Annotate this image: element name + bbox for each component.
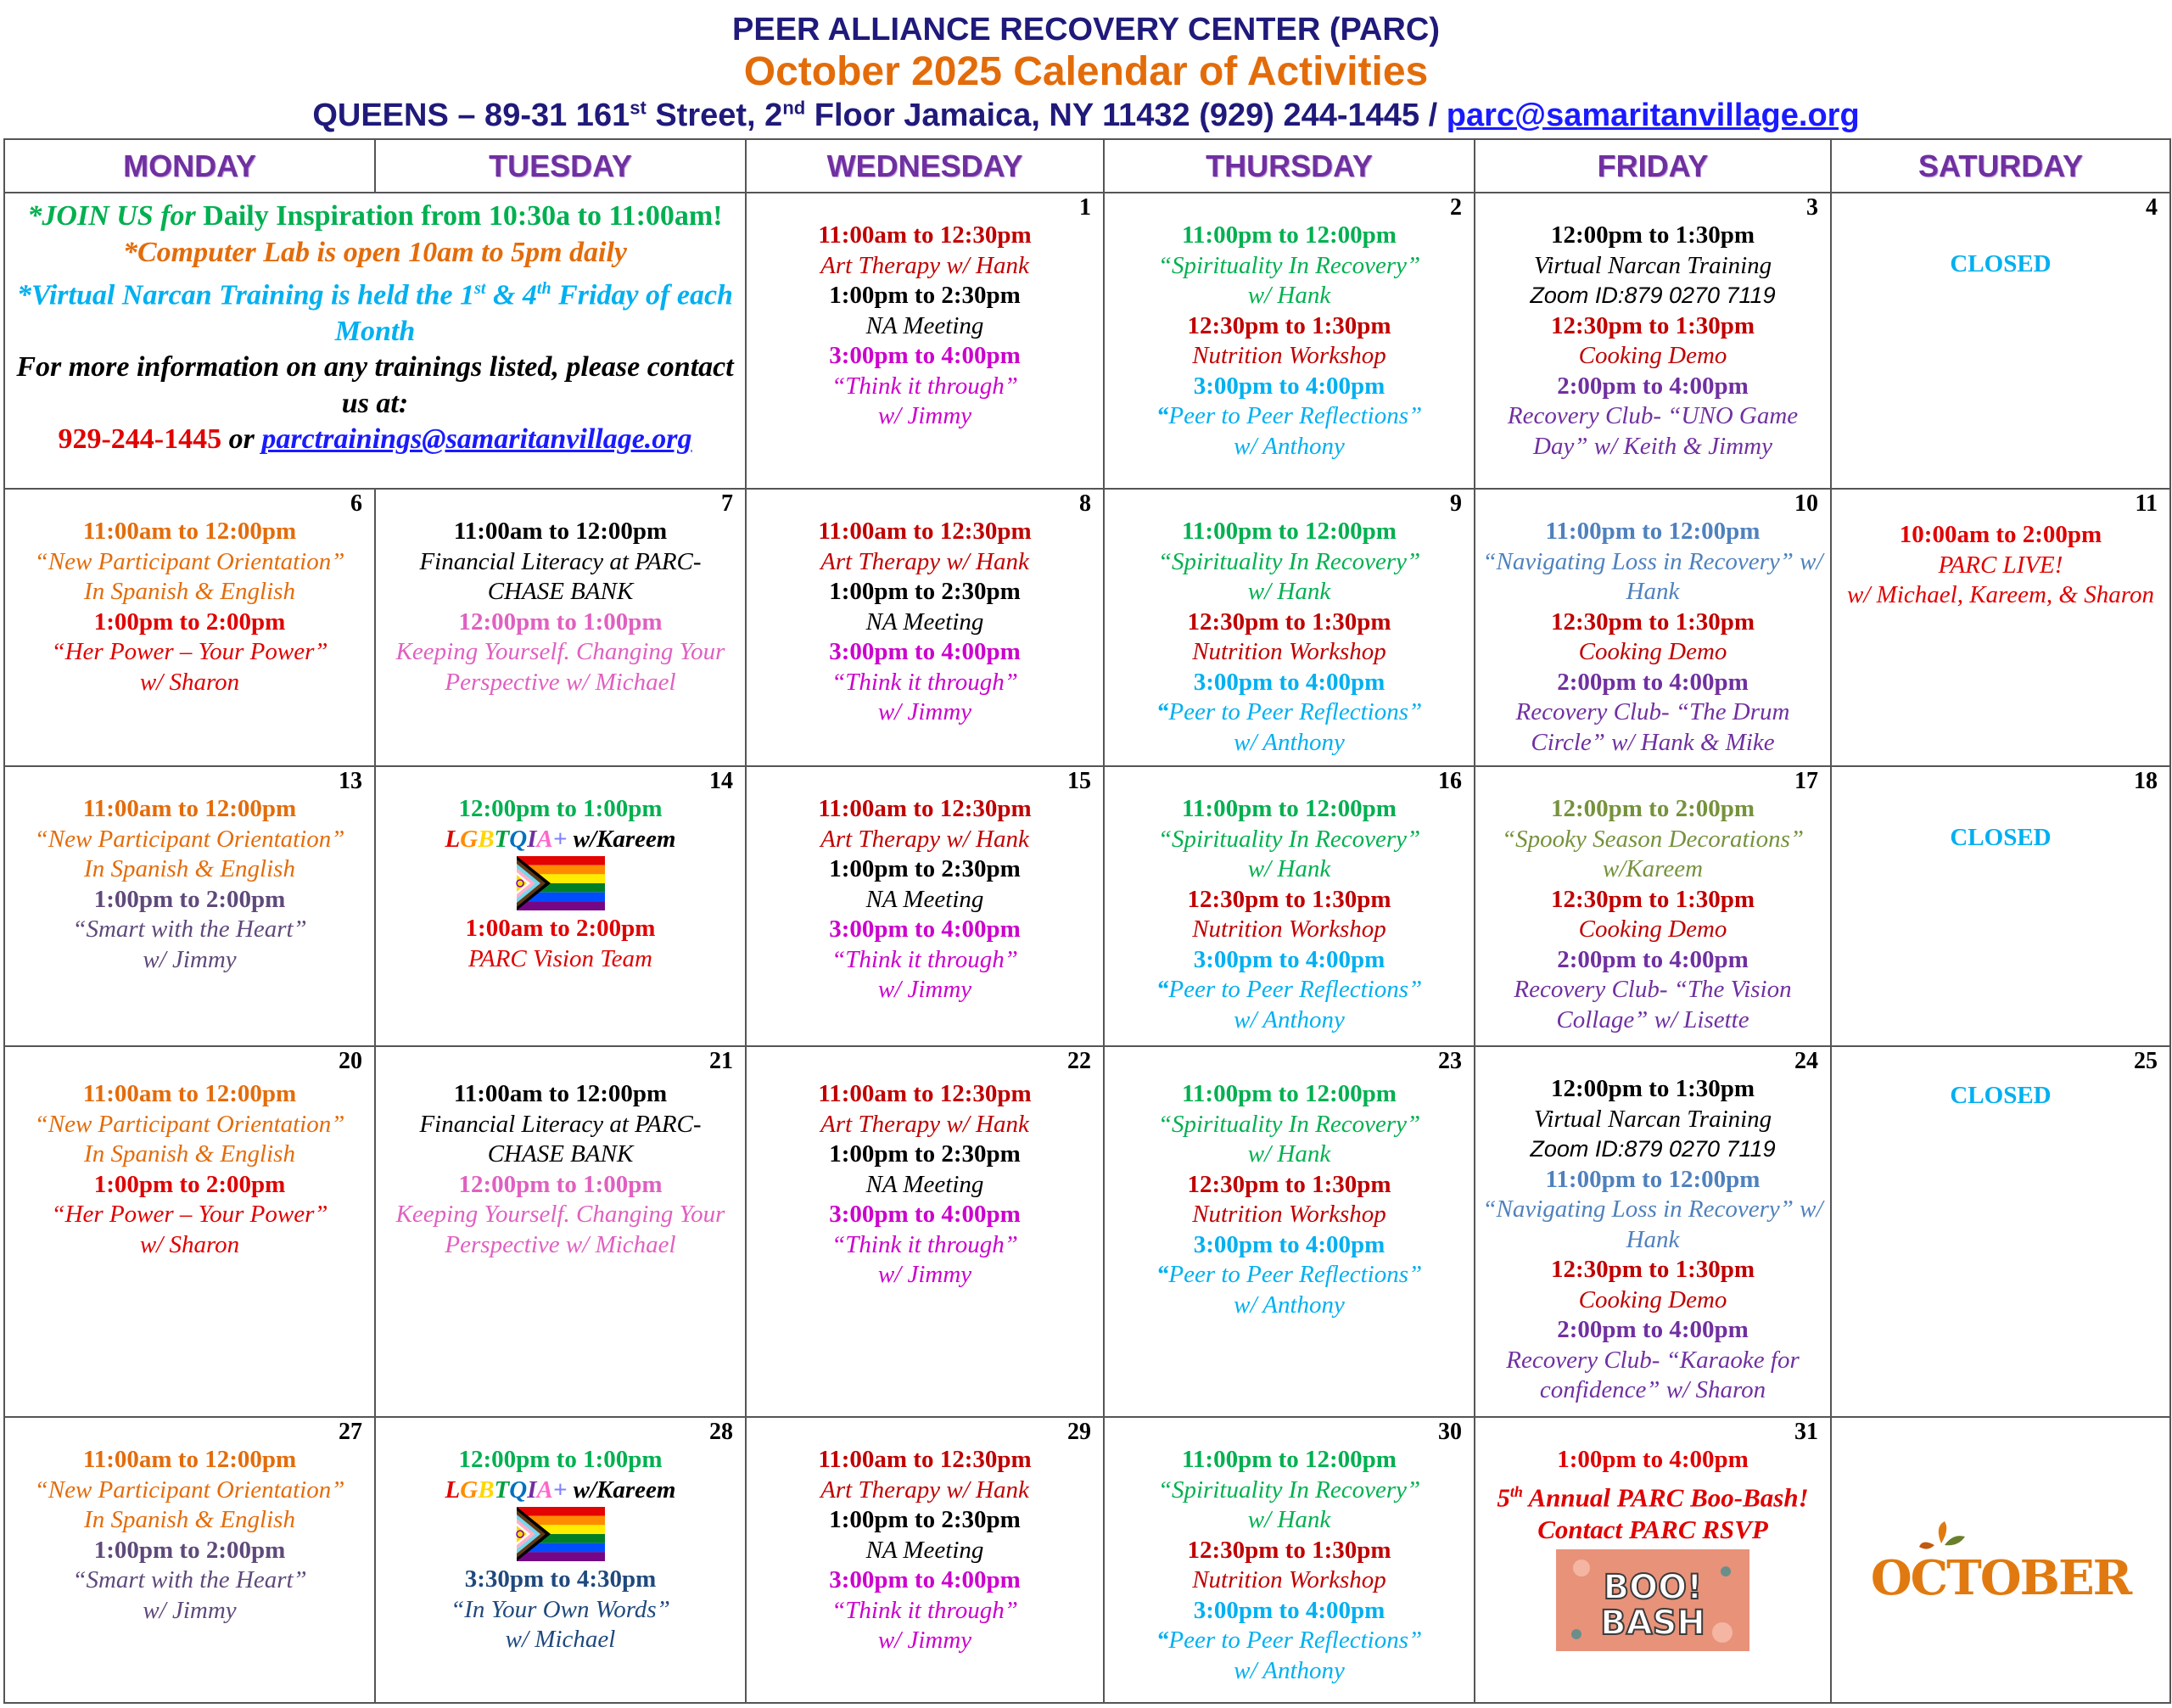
closed-label: CLOSED: [1950, 250, 2052, 277]
day-number: 27: [339, 1419, 362, 1445]
day-number: 6: [350, 490, 362, 517]
day-cell-22: 22 11:00am to 12:30pm Art Therapy w/ Hank 1:00pm to 2:30pm NA Meeting 3:00pm to 4:00pm “Think it through” w/ Jimmy: [746, 1046, 1104, 1417]
info-cell: [4, 193, 746, 489]
day-cell-31: 31 1:00pm to 4:00pm 5th Annual PARC Boo-Bash! Contact PARC RSVP BOO! BASH: [1475, 1417, 1831, 1703]
day-number: 2: [1450, 194, 1462, 221]
day-cell-15: 15 11:00am to 12:30pm Art Therapy w/ Hank 1:00pm to 2:30pm NA Meeting 3:00pm to 4:00pm “Think it through” w/ Jimmy: [746, 766, 1104, 1046]
day-number: 13: [339, 768, 362, 794]
day-number: 14: [709, 768, 733, 794]
lgbtqia-letter: A: [536, 825, 553, 853]
weekday-tuesday: TUESDAY: [375, 139, 746, 193]
day-cell-25: [1831, 1046, 2170, 1417]
calendar-title: October 2025 Calendar of Activities: [743, 49, 1429, 94]
day-number: 10: [1794, 490, 1818, 517]
weekday-friday: FRIDAY: [1475, 139, 1831, 193]
day-number: 25: [2134, 1048, 2158, 1074]
day-number: 4: [2146, 194, 2158, 221]
address-line: QUEENS – 89-31 161st Street, 2nd Floor Jamaica, NY 11432 (929) 244-1445 / parc@samaritanvillage.org: [312, 97, 1860, 133]
lgbtqia-letter: T: [494, 825, 510, 853]
lgbtqia-label: LGBTQIA+ w/Kareem: [445, 1476, 676, 1504]
day-number: 7: [721, 490, 733, 517]
day-cell-8: 8 11:00am to 12:30pm Art Therapy w/ Hank 1:00pm to 2:30pm NA Meeting 3:00pm to 4:00pm “Think it through” w/ Jimmy: [746, 489, 1104, 766]
week-row: [4, 1417, 2170, 1703]
day-cell-6: 6 11:00am to 12:00pm “New Participant Orientation” In Spanish & English 1:00pm to 2:00pm “Her Power – Your Power” w/ Sharon: [4, 489, 375, 766]
day-number: 30: [1438, 1419, 1462, 1445]
closed-label: CLOSED: [1950, 1082, 2052, 1109]
info-line-more: For more information on any trainings listed, please contact us at:: [16, 351, 734, 419]
day-number: 31: [1794, 1419, 1818, 1445]
day-cell-24: 24 12:00pm to 1:30pm Virtual Narcan Training Zoom ID:879 0270 7119 11:00pm to 12:00pm “Navigating Loss in Recovery” w/ Hank 12:30pm to 1:30pm Cooking Demo 2:00pm to 4:00pm Recovery Club- “Karaoke for confidence” w/ Sharon: [1475, 1046, 1831, 1417]
day-number: 17: [1794, 768, 1818, 794]
october-logo: [1870, 1520, 2131, 1606]
trainings-email-link[interactable]: parctrainings@samaritanvillage.org: [261, 423, 692, 456]
lgbtqia-letter: G: [460, 1476, 479, 1504]
day-cell-4: [1831, 193, 2170, 489]
lgbtqia-letter: Q: [509, 1476, 528, 1504]
day-number: 29: [1067, 1419, 1091, 1445]
day-number: 23: [1438, 1048, 1462, 1074]
lgbtqia-label: LGBTQIA+ w/Kareem: [445, 825, 676, 853]
day-number: 24: [1794, 1048, 1818, 1074]
weekday-wednesday: WEDNESDAY: [746, 139, 1104, 193]
day-cell-1: 1 11:00am to 12:30pm Art Therapy w/ Hank 1:00pm to 2:30pm NA Meeting 3:00pm to 4:00pm “Think it through” w/ Jimmy: [746, 193, 1104, 489]
day-cell-2: 2 11:00pm to 12:00pm “Spirituality In Recovery” w/ Hank 12:30pm to 1:30pm Nutrition Workshop 3:00pm to 4:00pm “Peer to Peer Reflections” w/ Anthony: [1104, 193, 1475, 489]
day-number: 21: [709, 1048, 733, 1074]
day-number: 16: [1438, 768, 1462, 794]
boo-bash-label: 5th Annual PARC Boo-Bash! Contact PARC RSVP: [1497, 1481, 1809, 1544]
day-cell-13: 13 11:00am to 12:00pm “New Participant Orientation” In Spanish & English 1:00pm to 2:00pm “Smart with the Heart” w/ Jimmy: [4, 766, 375, 1046]
day-number: 18: [2134, 768, 2158, 794]
boo-text: BOO!: [1603, 1567, 1703, 1607]
lgbtqia-letter: L: [445, 825, 461, 853]
lgbtqia-letter: T: [494, 1476, 510, 1504]
weekday-header-row: [4, 139, 2170, 193]
info-line-inspiration: *JOIN US for Daily Inspiration from 10:30a to 11:00am!: [27, 200, 723, 232]
day-cell-21: 21 11:00am to 12:00pm Financial Literacy at PARC-CHASE BANK 12:00pm to 1:00pm Keeping Yourself. Changing Your Perspective w/ Michael: [375, 1046, 746, 1417]
day-number: 20: [339, 1048, 362, 1074]
calendar-header: [0, 0, 2172, 138]
day-number: 15: [1067, 768, 1091, 794]
bash-text: BASH: [1600, 1603, 1705, 1643]
october-cell: [1831, 1417, 2170, 1703]
week-row: [4, 489, 2170, 766]
day-number: 9: [1450, 490, 1462, 517]
day-cell-17: 17 12:00pm to 2:00pm “Spooky Season Decorations” w/Kareem 12:30pm to 1:30pm Cooking Demo 2:00pm to 4:00pm Recovery Club- “The Vision Collage” w/ Lisette: [1475, 766, 1831, 1046]
info-line-contact: 929-244-1445 or parctrainings@samaritanvillage.org: [58, 423, 692, 456]
october-text: OCTOBER: [1870, 1550, 2131, 1606]
day-cell-30: 30 11:00pm to 12:00pm “Spirituality In Recovery” w/ Hank 12:30pm to 1:30pm Nutrition Workshop 3:00pm to 4:00pm “Peer to Peer Reflections” w/ Anthony: [1104, 1417, 1475, 1703]
day-number: 11: [2135, 490, 2158, 517]
info-block: [12, 195, 738, 458]
lgbtqia-letter: +: [552, 1476, 568, 1504]
lgbtqia-letter: +: [552, 825, 568, 853]
day-cell-10: 10 11:00pm to 12:00pm “Navigating Loss in Recovery” w/ Hank 12:30pm to 1:30pm Cooking Demo 2:00pm to 4:00pm Recovery Club- “The Drum Circle” w/ Hank & Mike: [1475, 489, 1831, 766]
weekday-saturday: SATURDAY: [1831, 139, 2170, 193]
day-cell-18: [1831, 766, 2170, 1046]
day-cell-3: 3 12:00pm to 1:30pm Virtual Narcan Training Zoom ID:879 0270 7119 12:30pm to 1:30pm Cooking Demo 2:00pm to 4:00pm Recovery Club- “UNO Game Day” w/ Keith & Jimmy: [1475, 193, 1831, 489]
week-row: [4, 1046, 2170, 1417]
day-cell-11: 11 10:00am to 2:00pm PARC LIVE! w/ Michael, Kareem, & Sharon: [1831, 489, 2170, 766]
day-cell-7: 7 11:00am to 12:00pm Financial Literacy at PARC-CHASE BANK 12:00pm to 1:00pm Keeping Yourself. Changing Your Perspective w/ Michael: [375, 489, 746, 766]
day-cell-14: 14 12:00pm to 1:00pm LGBTQIA+ w/Kareem 1:00am to 2:00pm PARC Vision Team: [375, 766, 746, 1046]
day-number: 8: [1079, 490, 1091, 517]
day-number: 22: [1067, 1048, 1091, 1074]
day-cell-28: 28 12:00pm to 1:00pm LGBTQIA+ w/Kareem 3:30pm to 4:30pm “In Your Own Words” w/ Michael: [375, 1417, 746, 1703]
lgbtqia-letter: G: [460, 825, 479, 853]
progress-pride-flag-icon: [517, 1507, 605, 1561]
calendar-grid: [3, 138, 2171, 1704]
day-cell-9: 9 11:00pm to 12:00pm “Spirituality In Recovery” w/ Hank 12:30pm to 1:30pm Nutrition Workshop 3:00pm to 4:00pm “Peer to Peer Reflections” w/ Anthony: [1104, 489, 1475, 766]
boo-bash-image: [1556, 1549, 1749, 1651]
weekday-thursday: THURSDAY: [1104, 139, 1475, 193]
lgbtqia-letter: L: [445, 1476, 461, 1504]
info-line-computer-lab: *Computer Lab is open 10am to 5pm daily: [122, 236, 628, 268]
day-cell-20: 20 11:00am to 12:00pm “New Participant Orientation” In Spanish & English 1:00pm to 2:00pm “Her Power – Your Power” w/ Sharon: [4, 1046, 375, 1417]
lgbtqia-letter: Q: [509, 825, 528, 853]
weekday-monday: MONDAY: [4, 139, 375, 193]
center-name: PEER ALLIANCE RECOVERY CENTER (PARC): [732, 12, 1440, 48]
email-link[interactable]: parc@samaritanvillage.org: [1446, 98, 1860, 133]
closed-label: CLOSED: [1950, 824, 2052, 851]
lgbtqia-letter: B: [478, 825, 495, 853]
week-row: [4, 766, 2170, 1046]
day-number: 1: [1079, 194, 1091, 221]
day-cell-27: 27 11:00am to 12:00pm “New Participant Orientation” In Spanish & English 1:00pm to 2:00pm “Smart with the Heart” w/ Jimmy: [4, 1417, 375, 1703]
lgbtqia-letter: I: [527, 825, 537, 853]
lgbtqia-letter: B: [478, 1476, 495, 1504]
lgbtqia-letter: I: [527, 1476, 537, 1504]
lgbtqia-letter: A: [536, 1476, 553, 1504]
day-cell-16: 16 11:00pm to 12:00pm “Spirituality In Recovery” w/ Hank 12:30pm to 1:30pm Nutrition Workshop 3:00pm to 4:00pm “Peer to Peer Reflections” w/ Anthony: [1104, 766, 1475, 1046]
day-cell-23: 23 11:00pm to 12:00pm “Spirituality In Recovery” w/ Hank 12:30pm to 1:30pm Nutrition Workshop 3:00pm to 4:00pm “Peer to Peer Reflections” w/ Anthony: [1104, 1046, 1475, 1417]
day-number: 3: [1806, 194, 1818, 221]
week-row: [4, 193, 2170, 489]
info-line-narcan: *Virtual Narcan Training is held the 1st & 4th Friday of each Month: [17, 279, 733, 347]
day-number: 28: [709, 1419, 733, 1445]
day-cell-29: 29 11:00am to 12:30pm Art Therapy w/ Hank 1:00pm to 2:30pm NA Meeting 3:00pm to 4:00pm “Think it through” w/ Jimmy: [746, 1417, 1104, 1703]
progress-pride-flag-icon: [517, 856, 605, 910]
